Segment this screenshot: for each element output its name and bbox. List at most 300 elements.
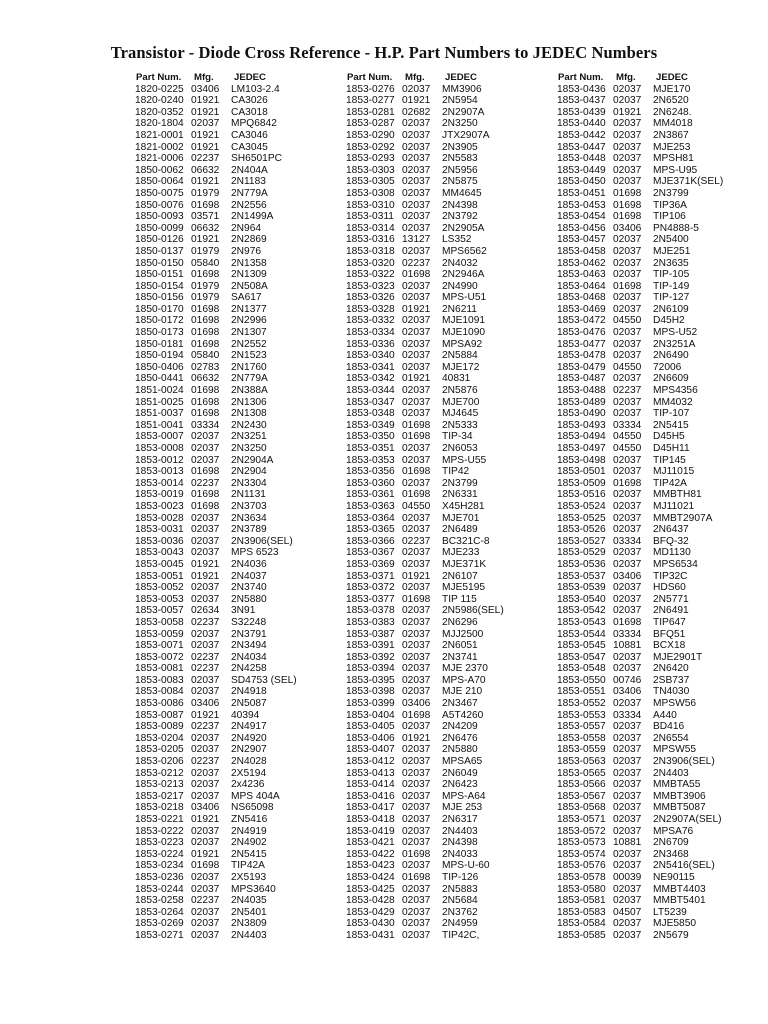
mfg-code: 03334 — [191, 419, 220, 431]
part-number: 1853-0454 — [557, 211, 606, 223]
part-number: 1853-0392 — [346, 651, 395, 663]
header-jedec: JEDEC — [445, 72, 477, 83]
jedec-number: 2N3906(SEL) — [231, 535, 293, 547]
mfg-code: 02237 — [191, 477, 220, 489]
part-number: 1853-0567 — [557, 790, 606, 802]
mfg-code: 02037 — [402, 825, 431, 837]
part-number: 1850-0064 — [135, 176, 184, 188]
part-number: 1853-0305 — [346, 176, 395, 188]
jedec-number: 2N3762 — [442, 906, 478, 918]
mfg-code: 02037 — [402, 454, 431, 466]
mfg-code: 02037 — [191, 825, 220, 837]
part-number: 1853-0353 — [346, 454, 395, 466]
mfg-code: 06632 — [191, 164, 220, 176]
mfg-code: 00746 — [613, 674, 642, 686]
jedec-number: 40394 — [231, 709, 260, 721]
part-number: 1853-0539 — [557, 582, 606, 594]
jedec-number: 2N388A — [231, 385, 268, 397]
jedec-number: 2N6331 — [442, 489, 478, 501]
part-number: 1853-0448 — [557, 153, 606, 165]
jedec-number: SA617 — [231, 292, 262, 304]
part-number: 1853-0269 — [135, 918, 184, 930]
mfg-code: 02037 — [402, 524, 431, 536]
part-number: 1853-0548 — [557, 663, 606, 675]
jedec-number: 2N3251 — [231, 431, 267, 443]
part-number: 1853-0428 — [346, 895, 395, 907]
mfg-code: 02037 — [402, 547, 431, 559]
jedec-number: MMBT4403 — [653, 883, 706, 895]
part-number: 1853-0576 — [557, 860, 606, 872]
part-number: 1853-0407 — [346, 744, 395, 756]
jedec-number: 2N3809 — [231, 918, 267, 930]
jedec-number: 2N4919 — [231, 825, 267, 837]
jedec-number: MJ4645 — [442, 408, 479, 420]
jedec-number: 2N4034 — [231, 651, 267, 663]
part-number: 1853-0421 — [346, 837, 395, 849]
mfg-code: 06632 — [191, 373, 220, 385]
jedec-number: NS65098 — [231, 802, 274, 814]
mfg-code: 02237 — [402, 257, 431, 269]
mfg-code: 02037 — [191, 929, 220, 941]
mfg-code: 02037 — [402, 153, 431, 165]
part-number: 1851-0041 — [135, 419, 184, 431]
part-number: 1851-0024 — [135, 385, 184, 397]
jedec-number: 2N2907A — [442, 106, 485, 118]
mfg-code: 02037 — [191, 524, 220, 536]
part-number: 1853-0058 — [135, 616, 184, 628]
part-number: 1850-0173 — [135, 327, 184, 339]
part-number: 1853-0258 — [135, 895, 184, 907]
header-jedec: JEDEC — [234, 72, 266, 83]
mfg-code: 02037 — [613, 790, 642, 802]
jedec-number: 2N2869 — [231, 234, 267, 246]
part-number: 1853-0540 — [557, 593, 606, 605]
mfg-code: 02037 — [613, 350, 642, 362]
mfg-code: 01698 — [191, 408, 220, 420]
mfg-code: 02037 — [402, 361, 431, 373]
part-number: 1821-0001 — [135, 129, 184, 141]
mfg-code: 02037 — [613, 466, 642, 478]
jedec-number: 2N404A — [231, 164, 268, 176]
mfg-code: 02037 — [613, 83, 642, 95]
mfg-code: 01921 — [191, 558, 220, 570]
part-number: 1853-0322 — [346, 269, 395, 281]
jedec-number: 2N2907 — [231, 744, 267, 756]
jedec-number: 2N4917 — [231, 721, 267, 733]
jedec-number: 2N3792 — [442, 211, 478, 223]
mfg-code: 01698 — [191, 385, 220, 397]
jedec-number: A440 — [653, 709, 677, 721]
part-number: 1853-0558 — [557, 732, 606, 744]
jedec-number: CA3018 — [231, 106, 268, 118]
mfg-code: 03406 — [613, 570, 642, 582]
mfg-code: 02037 — [402, 918, 431, 930]
mfg-code: 02037 — [613, 651, 642, 663]
jedec-number: 2N3799 — [442, 477, 478, 489]
jedec-number: MJE1091 — [442, 315, 486, 327]
jedec-number: 2N1523 — [231, 350, 267, 362]
jedec-number: MJE5195 — [442, 582, 486, 594]
jedec-number: 2N3703 — [231, 500, 267, 512]
mfg-code: 02037 — [191, 443, 220, 454]
jedec-number: 2N6423 — [442, 779, 478, 791]
mfg-code: 02037 — [402, 83, 431, 95]
part-number: 1853-0320 — [346, 257, 395, 269]
part-number: 1853-0328 — [346, 303, 395, 315]
jedec-number: 2N3867 — [653, 129, 689, 141]
part-number: 1853-0563 — [557, 756, 606, 768]
part-number: 1853-0084 — [135, 686, 184, 698]
part-number: 1850-0075 — [135, 187, 184, 199]
part-number: 1853-0008 — [135, 443, 184, 454]
part-number: 1821-0006 — [135, 153, 184, 165]
jedec-number: MPS4356 — [653, 385, 698, 397]
part-number: 1853-0468 — [557, 292, 606, 304]
part-number: 1853-0316 — [346, 234, 395, 246]
jedec-number: 2N4403 — [653, 767, 689, 779]
mfg-code: 02037 — [613, 129, 642, 141]
mfg-code: 02037 — [402, 686, 431, 698]
jedec-number: 2N4959 — [442, 918, 478, 930]
mfg-code: 02037 — [402, 187, 431, 199]
mfg-code: 01921 — [402, 732, 431, 744]
part-number: 1853-0574 — [557, 848, 606, 860]
jedec-number: 2N6709 — [653, 837, 689, 849]
part-number: 1850-0137 — [135, 245, 184, 257]
mfg-code: 01698 — [613, 199, 642, 211]
part-number: 1853-0204 — [135, 732, 184, 744]
jedec-number: SH6501PC — [231, 153, 282, 165]
part-number: 1853-0310 — [346, 199, 395, 211]
jedec-number: MPSA76 — [653, 825, 694, 837]
jedec-number: 2N3905 — [442, 141, 478, 153]
mfg-code: 01979 — [191, 187, 220, 199]
jedec-number: 2N5771 — [653, 593, 689, 605]
part-number: 1853-0223 — [135, 837, 184, 849]
part-number: 1853-0450 — [557, 176, 606, 188]
jedec-number: TIP145 — [653, 454, 686, 466]
jedec-number: MPSW56 — [653, 698, 697, 710]
part-number: 1853-0451 — [557, 187, 606, 199]
mfg-code: 10881 — [613, 640, 642, 652]
mfg-code: 03571 — [191, 211, 220, 223]
mfg-code: 02783 — [191, 361, 220, 373]
jedec-number: MPS6534 — [653, 558, 698, 570]
mfg-code: 02037 — [613, 512, 642, 524]
part-number: 1853-0051 — [135, 570, 184, 582]
part-number: 1850-0154 — [135, 280, 184, 292]
mfg-code: 02037 — [613, 802, 642, 814]
part-number: 1853-0342 — [346, 373, 395, 385]
part-number: 1850-0170 — [135, 303, 184, 315]
part-number: 1853-0217 — [135, 790, 184, 802]
jedec-number: 2N5415 — [653, 419, 689, 431]
mfg-code: 01698 — [613, 477, 642, 489]
jedec-number: CA3046 — [231, 129, 268, 141]
mfg-code: 02037 — [191, 547, 220, 559]
jedec-number: MJE700 — [442, 396, 480, 408]
mfg-code: 02037 — [191, 732, 220, 744]
jedec-number: 2N4033 — [442, 848, 478, 860]
mfg-code: 02037 — [613, 814, 642, 825]
mfg-code: 02037 — [613, 547, 642, 559]
part-number: 1853-0527 — [557, 535, 606, 547]
part-number: 1853-0387 — [346, 628, 395, 640]
part-number: 1853-0205 — [135, 744, 184, 756]
mfg-code: 02037 — [191, 628, 220, 640]
jedec-number: MM4032 — [653, 396, 693, 408]
part-number: 1853-0479 — [557, 361, 606, 373]
jedec-number: MJE701 — [442, 512, 480, 524]
jedec-number: 2N3494 — [231, 640, 267, 652]
part-number: 1853-0012 — [135, 454, 184, 466]
part-number: 1853-0456 — [557, 222, 606, 234]
jedec-number: 2N1307 — [231, 327, 267, 339]
jedec-number: MPSA65 — [442, 756, 483, 768]
header-part-num: Part Num. — [136, 72, 182, 83]
mfg-code: 02037 — [191, 918, 220, 930]
mfg-code: 02037 — [402, 790, 431, 802]
part-number: 1853-0014 — [135, 477, 184, 489]
part-number: 1853-0442 — [557, 129, 606, 141]
jedec-number: 2N5986(SEL) — [442, 605, 504, 617]
mfg-code: 02037 — [613, 605, 642, 617]
part-number: 1853-0516 — [557, 489, 606, 501]
part-number: 1853-0425 — [346, 883, 395, 895]
mfg-code: 02037 — [613, 408, 642, 420]
jedec-number: 2N3634 — [231, 512, 267, 524]
part-number: 1853-0023 — [135, 500, 184, 512]
part-number: 1850-0181 — [135, 338, 184, 350]
mfg-code: 02037 — [191, 790, 220, 802]
header-part-num: Part Num. — [347, 72, 393, 83]
jedec-number: 2N5956 — [442, 164, 478, 176]
part-number: 1853-0377 — [346, 593, 395, 605]
part-number: 1853-0550 — [557, 674, 606, 686]
jedec-number: 2N5400 — [653, 234, 689, 246]
jedec-number: 2N6520 — [653, 95, 689, 107]
mfg-code: 02037 — [402, 814, 431, 825]
mfg-code: 02037 — [402, 582, 431, 594]
jedec-number: 2N6490 — [653, 350, 689, 362]
mfg-code: 01698 — [402, 709, 431, 721]
jedec-number: 2N3799 — [653, 187, 689, 199]
part-number: 1850-0441 — [135, 373, 184, 385]
mfg-code: 02037 — [613, 454, 642, 466]
jedec-number: 2N976 — [231, 245, 262, 257]
jedec-number: MMBTH81 — [653, 489, 702, 501]
part-number: 1820-0240 — [135, 95, 184, 107]
part-number: 1853-0557 — [557, 721, 606, 733]
mfg-code: 03406 — [613, 222, 642, 234]
jedec-number: MPSW55 — [653, 744, 697, 756]
mfg-code: 02237 — [191, 756, 220, 768]
mfg-code: 02037 — [402, 663, 431, 675]
jedec-number: D45H11 — [653, 443, 690, 454]
part-number: 1853-0218 — [135, 802, 184, 814]
mfg-code: 02037 — [613, 779, 642, 791]
mfg-code: 01698 — [613, 616, 642, 628]
part-number: 1853-0583 — [557, 906, 606, 918]
part-number: 1850-0150 — [135, 257, 184, 269]
mfg-code: 02037 — [402, 895, 431, 907]
jedec-number: 2N6296 — [442, 616, 478, 628]
part-number: 1853-0371 — [346, 570, 395, 582]
mfg-code: 02037 — [191, 883, 220, 895]
jedec-number: TIP-105 — [653, 269, 690, 281]
part-number: 1853-0552 — [557, 698, 606, 710]
jedec-number: TN4030 — [653, 686, 690, 698]
mfg-code: 01921 — [402, 570, 431, 582]
part-number: 1853-0414 — [346, 779, 395, 791]
jedec-number: 2N3906(SEL) — [653, 756, 715, 768]
jedec-number: 72006 — [653, 361, 682, 373]
part-number: 1853-0498 — [557, 454, 606, 466]
mfg-code: 02037 — [613, 373, 642, 385]
mfg-code: 02037 — [402, 141, 431, 153]
part-number: 1851-0025 — [135, 396, 184, 408]
jedec-number: 2N2552 — [231, 338, 267, 350]
mfg-code: 01921 — [402, 373, 431, 385]
jedec-number: 2N3250 — [231, 443, 267, 454]
mfg-code: 02037 — [191, 118, 220, 130]
part-number: 1853-0348 — [346, 408, 395, 420]
mfg-code: 02037 — [191, 512, 220, 524]
jedec-number: TIP-126 — [442, 871, 479, 883]
jedec-number: 2N3635 — [653, 257, 689, 269]
mfg-code: 00039 — [613, 871, 642, 883]
part-number: 1850-0099 — [135, 222, 184, 234]
jedec-number: A5T4260 — [442, 709, 484, 721]
mfg-code: 02037 — [191, 640, 220, 652]
part-number: 1853-0323 — [346, 280, 395, 292]
mfg-code: 02037 — [402, 385, 431, 397]
mfg-code: 02037 — [402, 744, 431, 756]
jedec-number: MJE371K — [442, 558, 487, 570]
part-number: 1853-0314 — [346, 222, 395, 234]
part-number: 1853-0449 — [557, 164, 606, 176]
part-number: 1821-0002 — [135, 141, 184, 153]
header-mfg: Mfg. — [616, 72, 636, 83]
mfg-code: 02037 — [613, 698, 642, 710]
jedec-number: 2N1308 — [231, 408, 267, 420]
mfg-code: 02037 — [613, 524, 642, 536]
jedec-number: 2N1306 — [231, 396, 267, 408]
jedec-number: 2N4037 — [231, 570, 267, 582]
jedec-number: 2N4990 — [442, 280, 478, 292]
mfg-code: 01698 — [191, 199, 220, 211]
part-number: 1853-0308 — [346, 187, 395, 199]
part-number: 1850-0062 — [135, 164, 184, 176]
mfg-code: 02037 — [613, 663, 642, 675]
jedec-number: 2N5884 — [442, 350, 478, 362]
mfg-code: 01698 — [402, 593, 431, 605]
mfg-code: 01698 — [402, 431, 431, 443]
part-number: 1853-0221 — [135, 814, 184, 825]
mfg-code: 02237 — [191, 651, 220, 663]
mfg-code: 02037 — [613, 327, 642, 339]
mfg-code: 02037 — [613, 744, 642, 756]
part-number: 1853-0311 — [346, 211, 394, 223]
mfg-code: 02037 — [402, 211, 431, 223]
mfg-code: 01698 — [191, 860, 220, 872]
part-number: 1853-0487 — [557, 373, 606, 385]
mfg-code: 02037 — [613, 500, 642, 512]
mfg-code: 02037 — [402, 721, 431, 733]
jedec-number: CA3045 — [231, 141, 268, 153]
part-number: 1853-0572 — [557, 825, 606, 837]
mfg-code: 02037 — [613, 164, 642, 176]
part-number: 1853-0565 — [557, 767, 606, 779]
jedec-number: MM3906 — [442, 83, 482, 95]
part-number: 1853-0417 — [346, 802, 395, 814]
jedec-number: 2N1760 — [231, 361, 267, 373]
mfg-code: 02037 — [613, 176, 642, 188]
mfg-code: 01698 — [191, 500, 220, 512]
mfg-code: 03406 — [402, 698, 431, 710]
jedec-number: 2N2905A — [442, 222, 485, 234]
part-number: 1853-0430 — [346, 918, 395, 930]
part-number: 1853-0045 — [135, 558, 184, 570]
jedec-number: 2N1358 — [231, 257, 267, 269]
jedec-number: 2N6554 — [653, 732, 689, 744]
part-number: 1853-0364 — [346, 512, 395, 524]
jedec-number: MMBT5401 — [653, 895, 706, 907]
part-number: 1853-0493 — [557, 419, 606, 431]
jedec-number: 2N6053 — [442, 443, 478, 454]
jedec-number: TIP36A — [653, 199, 687, 211]
part-number: 1853-0222 — [135, 825, 184, 837]
part-number: 1853-0419 — [346, 825, 395, 837]
jedec-number: 2N5880 — [442, 744, 478, 756]
jedec-number: 2N4258 — [231, 663, 267, 675]
mfg-code: 02037 — [613, 929, 642, 941]
jedec-number: MJE5850 — [653, 918, 697, 930]
mfg-code: 01921 — [402, 303, 431, 315]
mfg-code: 02037 — [402, 802, 431, 814]
jedec-number: BCX18 — [653, 640, 686, 652]
part-number: 1853-0462 — [557, 257, 606, 269]
mfg-code: 01698 — [191, 303, 220, 315]
jedec-number: 2N5954 — [442, 95, 478, 107]
part-number: 1850-0093 — [135, 211, 184, 223]
part-number: 1853-0458 — [557, 245, 606, 257]
jedec-number: 2N6437 — [653, 524, 689, 536]
jedec-number: TIP-127 — [653, 292, 690, 304]
mfg-code: 02037 — [402, 477, 431, 489]
mfg-code: 02037 — [191, 674, 220, 686]
part-number: 1853-0072 — [135, 651, 184, 663]
jedec-number: 2N6107 — [442, 570, 478, 582]
jedec-number: 40831 — [442, 373, 471, 385]
mfg-code: 01698 — [613, 211, 642, 223]
mfg-code: 01698 — [191, 315, 220, 327]
jedec-number: MPS-A70 — [442, 674, 486, 686]
jedec-number: MPS-U55 — [442, 454, 487, 466]
part-number: 1851-0037 — [135, 408, 184, 420]
part-number: 1853-0571 — [557, 814, 606, 825]
part-number: 1853-0007 — [135, 431, 184, 443]
mfg-code: 02037 — [613, 292, 642, 304]
jedec-number: MJE233 — [442, 547, 480, 559]
part-number: 1853-0424 — [346, 871, 395, 883]
part-number: 1853-0057 — [135, 605, 184, 617]
jedec-number: MJE1090 — [442, 327, 486, 339]
part-number: 1853-0372 — [346, 582, 395, 594]
jedec-number: BFQ51 — [653, 628, 686, 640]
part-number: 1853-0043 — [135, 547, 184, 559]
mfg-code: 01698 — [191, 327, 220, 339]
